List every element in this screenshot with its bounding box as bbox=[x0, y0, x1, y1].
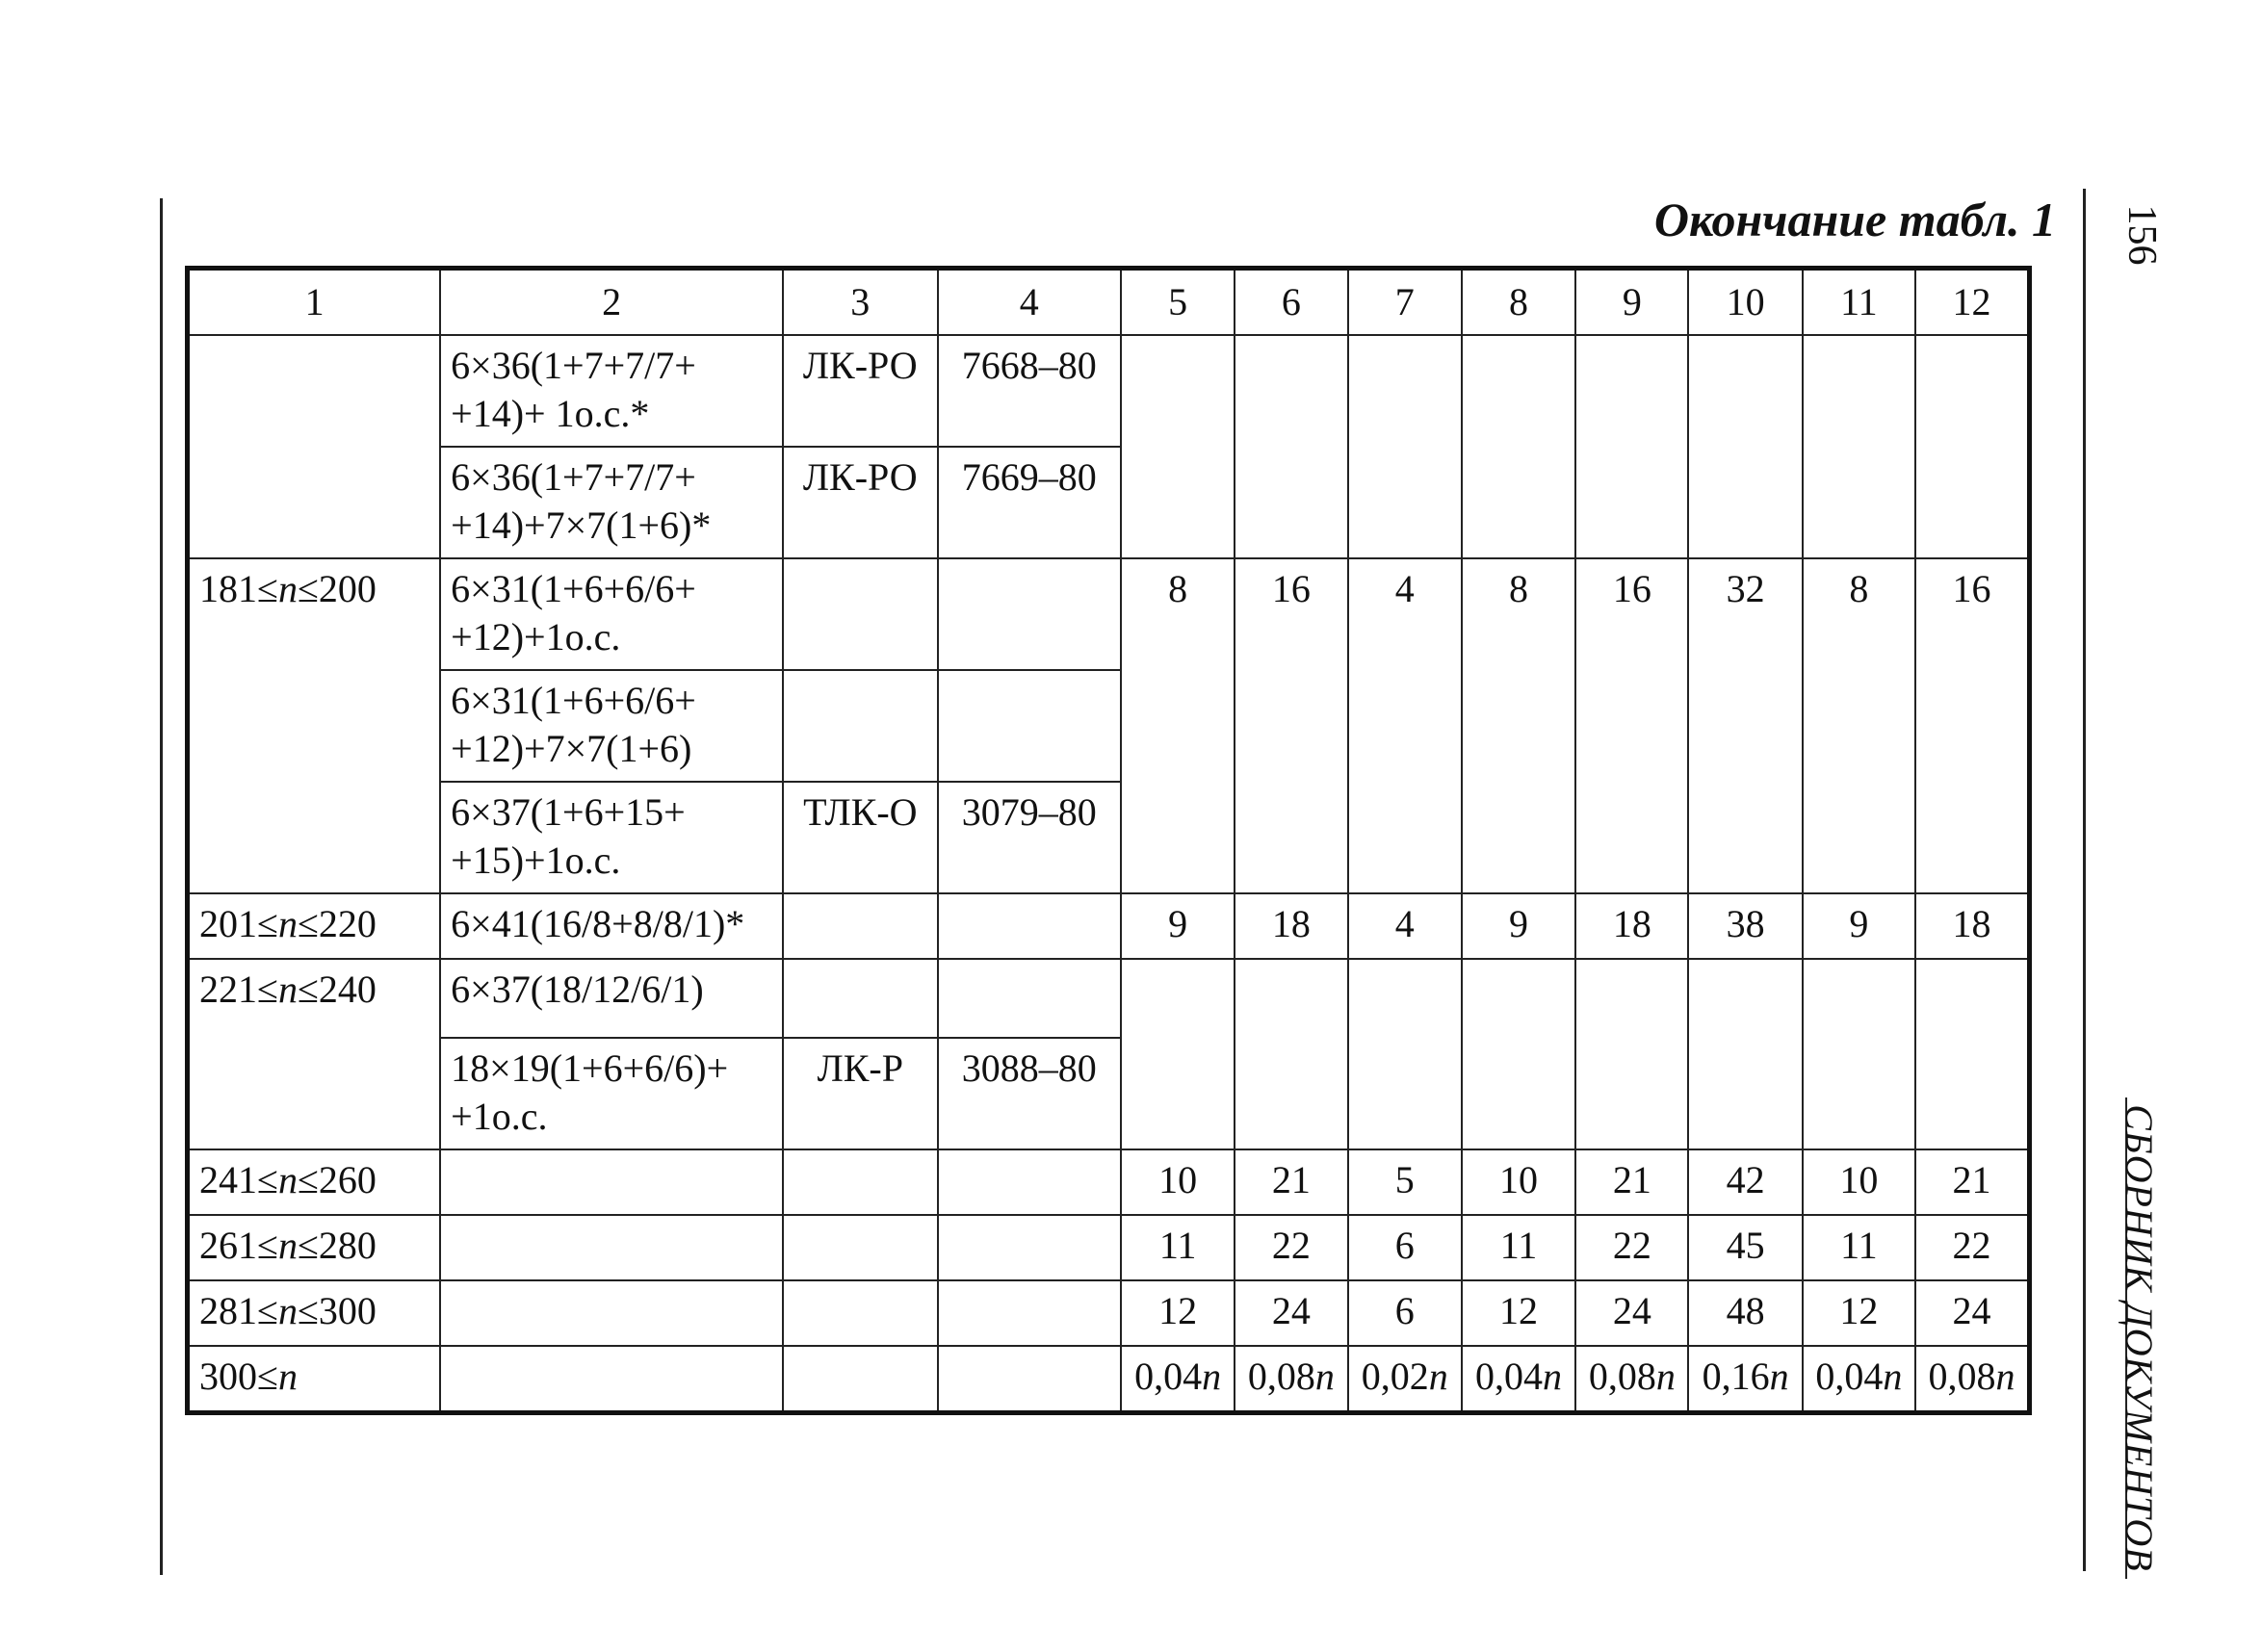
value-cell-col-9 bbox=[1575, 959, 1688, 1149]
column-header: 3 bbox=[783, 269, 937, 336]
range-cell: 181≤n≤200 bbox=[188, 558, 441, 893]
value-cell-col-11 bbox=[1803, 959, 1915, 1149]
value-cell-col-6 bbox=[1235, 959, 1347, 1149]
rope-type-cell: ТЛК-О bbox=[783, 782, 937, 893]
construction-cell bbox=[440, 1215, 783, 1280]
column-header: 12 bbox=[1915, 269, 2029, 336]
range-cell: 281≤n≤300 bbox=[188, 1280, 441, 1346]
rope-type-cell: ЛК-РО bbox=[783, 447, 937, 558]
value-cell-col-6: 21 bbox=[1235, 1149, 1347, 1215]
construction-cell: 6×36(1+7+7/7+ +14)+7×7(1+6)* bbox=[440, 447, 783, 558]
value-cell-col-11: 0,04n bbox=[1803, 1346, 1915, 1413]
value-cell-col-9: 0,08n bbox=[1575, 1346, 1688, 1413]
column-header: 8 bbox=[1462, 269, 1575, 336]
construction-cell: 6×41(16/8+8/8/1)* bbox=[440, 893, 783, 959]
rope-type-cell bbox=[783, 1280, 937, 1346]
value-cell-col-12: 0,08n bbox=[1915, 1346, 2029, 1413]
table-row bbox=[188, 335, 2030, 447]
value-cell-col-7: 6 bbox=[1348, 1280, 1462, 1346]
rope-type-cell: ЛК-РО bbox=[783, 335, 937, 447]
gost-cell: 3088–80 bbox=[938, 1038, 1121, 1149]
value-cell-col-12 bbox=[1915, 959, 2029, 1149]
range-cell: 300≤n bbox=[188, 1346, 441, 1413]
value-cell-col-7: 4 bbox=[1348, 893, 1462, 959]
table-row bbox=[188, 558, 2030, 670]
range-cell: 241≤n≤260 bbox=[188, 1149, 441, 1215]
value-cell-col-12: 24 bbox=[1915, 1280, 2029, 1346]
value-cell-col-9: 21 bbox=[1575, 1149, 1688, 1215]
page-number bbox=[2114, 196, 2170, 273]
construction-cell bbox=[440, 1346, 783, 1413]
gost-cell bbox=[938, 1149, 1121, 1215]
right-margin-rule bbox=[2083, 189, 2086, 1571]
value-cell-col-11: 9 bbox=[1803, 893, 1915, 959]
range-cell: 221≤n≤240 bbox=[188, 959, 441, 1149]
construction-cell: 6×37(1+6+15+ +15)+1о.с. bbox=[440, 782, 783, 893]
gost-cell: 7668–80 bbox=[938, 335, 1121, 447]
left-margin-rule bbox=[160, 198, 163, 1575]
construction-cell: 6×37(18/12/6/1) bbox=[440, 959, 783, 1038]
running-title bbox=[2110, 1097, 2168, 1579]
gost-cell bbox=[938, 959, 1121, 1038]
value-cell-col-7: 5 bbox=[1348, 1149, 1462, 1215]
construction-cell: 6×31(1+6+6/6+ +12)+1о.с. bbox=[440, 558, 783, 670]
value-cell-col-7: 4 bbox=[1348, 558, 1462, 893]
gost-cell bbox=[938, 1215, 1121, 1280]
value-cell-col-10: 0,16n bbox=[1688, 1346, 1802, 1413]
range-cell: 261≤n≤280 bbox=[188, 1215, 441, 1280]
rope-type-cell bbox=[783, 1149, 937, 1215]
value-cell-col-7: 6 bbox=[1348, 1215, 1462, 1280]
construction-cell: 6×31(1+6+6/6+ +12)+7×7(1+6) bbox=[440, 670, 783, 782]
value-cell-col-6: 22 bbox=[1235, 1215, 1347, 1280]
table-row bbox=[188, 1215, 2030, 1280]
table-caption: Окончание табл. 1 bbox=[1653, 193, 2056, 246]
value-cell-col-8 bbox=[1462, 959, 1575, 1149]
gost-cell bbox=[938, 1346, 1121, 1413]
column-header: 4 bbox=[938, 269, 1121, 336]
rope-type-cell bbox=[783, 1215, 937, 1280]
rope-type-cell: ЛК-Р bbox=[783, 1038, 937, 1149]
column-header: 7 bbox=[1348, 269, 1462, 336]
gost-cell: 3079–80 bbox=[938, 782, 1121, 893]
construction-cell bbox=[440, 1280, 783, 1346]
value-cell-col-10: 45 bbox=[1688, 1215, 1802, 1280]
column-header: 10 bbox=[1688, 269, 1802, 336]
value-cell-col-8: 9 bbox=[1462, 893, 1575, 959]
value-cell-col-7 bbox=[1348, 335, 1462, 558]
construction-cell bbox=[440, 1149, 783, 1215]
construction-cell: 6×36(1+7+7/7+ +14)+ 1о.с.* bbox=[440, 335, 783, 447]
value-cell-col-5: 10 bbox=[1121, 1149, 1235, 1215]
value-cell-col-11: 10 bbox=[1803, 1149, 1915, 1215]
value-cell-col-12: 22 bbox=[1915, 1215, 2029, 1280]
gost-cell: 7669–80 bbox=[938, 447, 1121, 558]
page-number-text: 156 bbox=[2119, 204, 2164, 266]
value-cell-col-10 bbox=[1688, 335, 1802, 558]
value-cell-col-5 bbox=[1121, 959, 1235, 1149]
value-cell-col-11 bbox=[1803, 335, 1915, 558]
value-cell-col-5: 11 bbox=[1121, 1215, 1235, 1280]
value-cell-col-5: 9 bbox=[1121, 893, 1235, 959]
column-header: 5 bbox=[1121, 269, 1235, 336]
table-row bbox=[188, 893, 2030, 959]
value-cell-col-6: 16 bbox=[1235, 558, 1347, 893]
value-cell-col-6: 18 bbox=[1235, 893, 1347, 959]
value-cell-col-7 bbox=[1348, 959, 1462, 1149]
value-cell-col-7: 0,02n bbox=[1348, 1346, 1462, 1413]
gost-cell bbox=[938, 670, 1121, 782]
table-row bbox=[188, 1149, 2030, 1215]
table-body bbox=[188, 335, 2030, 1413]
column-header: 2 bbox=[440, 269, 783, 336]
gost-cell bbox=[938, 558, 1121, 670]
value-cell-col-8: 0,04n bbox=[1462, 1346, 1575, 1413]
value-cell-col-8: 8 bbox=[1462, 558, 1575, 893]
construction-cell: 18×19(1+6+6/6)+ +1о.с. bbox=[440, 1038, 783, 1149]
running-title-text: СБОРНИК ДОКУМЕНТОВ bbox=[2118, 1104, 2161, 1572]
column-header: 1 bbox=[188, 269, 441, 336]
table-row bbox=[188, 959, 2030, 1038]
gost-cell bbox=[938, 893, 1121, 959]
rope-type-cell bbox=[783, 670, 937, 782]
value-cell-col-11: 11 bbox=[1803, 1215, 1915, 1280]
value-cell-col-12: 16 bbox=[1915, 558, 2029, 893]
column-header: 9 bbox=[1575, 269, 1688, 336]
value-cell-col-10: 48 bbox=[1688, 1280, 1802, 1346]
value-cell-col-5 bbox=[1121, 335, 1235, 558]
table-row bbox=[188, 1280, 2030, 1346]
value-cell-col-11: 12 bbox=[1803, 1280, 1915, 1346]
value-cell-col-6: 24 bbox=[1235, 1280, 1347, 1346]
value-cell-col-6 bbox=[1235, 335, 1347, 558]
rope-type-cell bbox=[783, 558, 937, 670]
column-header: 6 bbox=[1235, 269, 1347, 336]
table-row bbox=[188, 1346, 2030, 1413]
range-cell bbox=[188, 335, 441, 558]
value-cell-col-10: 32 bbox=[1688, 558, 1802, 893]
value-cell-col-8: 12 bbox=[1462, 1280, 1575, 1346]
column-header: 11 bbox=[1803, 269, 1915, 336]
value-cell-col-9 bbox=[1575, 335, 1688, 558]
value-cell-col-8 bbox=[1462, 335, 1575, 558]
value-cell-col-12: 21 bbox=[1915, 1149, 2029, 1215]
value-cell-col-8: 11 bbox=[1462, 1215, 1575, 1280]
value-cell-col-12: 18 bbox=[1915, 893, 2029, 959]
range-cell: 201≤n≤220 bbox=[188, 893, 441, 959]
value-cell-col-9: 22 bbox=[1575, 1215, 1688, 1280]
rope-type-cell bbox=[783, 959, 937, 1038]
value-cell-col-9: 18 bbox=[1575, 893, 1688, 959]
value-cell-col-6: 0,08n bbox=[1235, 1346, 1347, 1413]
value-cell-col-12 bbox=[1915, 335, 2029, 558]
value-cell-col-8: 10 bbox=[1462, 1149, 1575, 1215]
value-cell-col-5: 12 bbox=[1121, 1280, 1235, 1346]
value-cell-col-11: 8 bbox=[1803, 558, 1915, 893]
rope-type-cell bbox=[783, 1346, 937, 1413]
header-row bbox=[188, 269, 2030, 336]
rope-type-cell bbox=[783, 893, 937, 959]
specification-table bbox=[185, 266, 2032, 1415]
value-cell-col-10 bbox=[1688, 959, 1802, 1149]
value-cell-col-5: 8 bbox=[1121, 558, 1235, 893]
value-cell-col-9: 24 bbox=[1575, 1280, 1688, 1346]
value-cell-col-10: 38 bbox=[1688, 893, 1802, 959]
gost-cell bbox=[938, 1280, 1121, 1346]
value-cell-col-5: 0,04n bbox=[1121, 1346, 1235, 1413]
value-cell-col-9: 16 bbox=[1575, 558, 1688, 893]
value-cell-col-10: 42 bbox=[1688, 1149, 1802, 1215]
